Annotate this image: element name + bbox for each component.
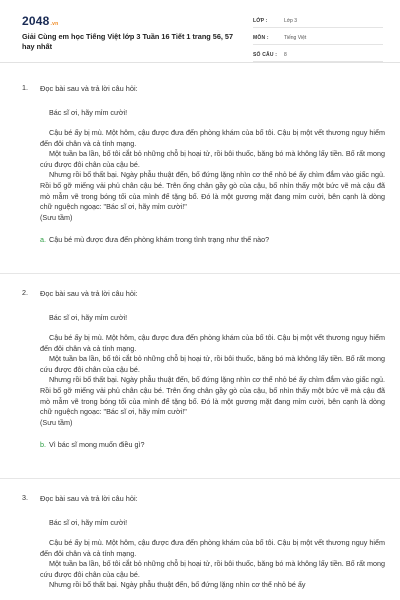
passage-text (40, 128, 385, 223)
meta-row-count (253, 48, 383, 62)
page-header (0, 0, 400, 63)
meta-key: MÔN : (253, 34, 269, 41)
passage-source: (Sưu tầm) (40, 417, 73, 427)
meta-row-class (253, 14, 383, 28)
question-number: 1. (22, 83, 28, 92)
passage-paragraph: Một tuần ba lần, bố tôi cắt bỏ những chỗ bị hoại tử, rồi bôi thuốc, băng bó mà không lấy tiền. Bố rất mong cứu được đôi chân của cậu bé. (40, 354, 385, 374)
passage-text (40, 333, 385, 428)
question-body (40, 83, 385, 245)
meta-key: SỐ CÂU : (253, 51, 278, 58)
passage-paragraph: Một tuần ba lần, bố tôi cắt bỏ những chỗ bị hoại tử, rồi bôi thuốc, băng bó mà không lấy tiền. Bố rất mong cứu được đôi chân của cậu bé. (40, 559, 385, 579)
logo-text: 2048 (22, 14, 50, 28)
page-title: Giải Cùng em học Tiếng Việt lớp 3 Tuần 16 Tiết 1 trang 56, 57 hay nhất (22, 32, 234, 51)
sub-question[interactable] (40, 439, 385, 450)
sub-question-text: Cậu bé mù được đưa đến phòng khám trong tình trạng như thế nào? (49, 235, 270, 245)
meta-row-subject (253, 31, 383, 45)
question-prompt: Đọc bài sau và trả lời câu hỏi: (40, 289, 138, 298)
passage-source: (Sưu tầm) (40, 212, 73, 222)
meta-value: Lớp 3 (284, 17, 298, 24)
logo-suffix: .vn (50, 21, 59, 27)
question-prompt: Đọc bài sau và trả lời câu hỏi: (40, 494, 138, 503)
passage-paragraph: Cậu bé ấy bị mù. Một hôm, cậu được đưa đến phòng khám của bố tôi. Cậu bị một vết thương nguy hiểm đến đôi chân và cả tính mạng. (40, 128, 385, 148)
passage-title: Bác sĩ ơi, hãy mỉm cười! (49, 313, 128, 322)
question-body (40, 288, 385, 450)
meta-key: LỚP : (253, 17, 268, 24)
meta-panel (253, 14, 383, 65)
divider (0, 478, 400, 479)
passage-paragraph: Nhưng rồi bố thất bại. Ngày phẫu thuật đến, bố đứng lặng nhìn cơ thể nhỏ bé ấy (49, 580, 306, 590)
meta-value: Tiếng Việt (284, 34, 307, 41)
passage-paragraph: Một tuần ba lần, bố tôi cắt bỏ những chỗ bị hoại tử, rồi bôi thuốc, băng bó mà không lấy tiền. Bố rất mong cứu được đôi chân của cậu bé. (40, 149, 385, 169)
passage-text (40, 538, 385, 591)
sub-question-text: Vì bác sĩ mong muốn điều gì? (49, 440, 145, 450)
question-number: 3. (22, 493, 28, 502)
passage-paragraph: Cậu bé ấy bị mù. Một hôm, cậu được đưa đến phòng khám của bố tôi. Cậu bị một vết thương nguy hiểm đến đôi chân và cả tính mạng. (40, 333, 385, 353)
sub-question-label: a. (40, 235, 46, 245)
site-logo[interactable] (22, 14, 58, 28)
meta-value: 8 (284, 51, 287, 58)
passage-paragraph: Nhưng rồi bố thất bại. Ngày phẫu thuật đến, bố đứng lặng nhìn cơ thể nhỏ bé ấy chìm đắm vào giấc ngủ. Rồi bố gỡ miếng vải phủ chân cậu bé. Trên ống chân gầy gò của cậu, bố nhìn thấy một bức vẽ mà cậu đã mò mẫm vẽ trong bóng tối của mình để tặng bố. Đó là một gương mặt đang mỉm cười, bên cạnh là dòng chữ nguệch ngoạc: "Bác sĩ ơi, hãy mỉm cười!" (40, 170, 385, 212)
question-number: 2. (22, 288, 28, 297)
question-body (40, 493, 385, 591)
question-prompt: Đọc bài sau và trả lời câu hỏi: (40, 84, 138, 93)
divider (0, 273, 400, 274)
passage-paragraph: Cậu bé ấy bị mù. Một hôm, cậu được đưa đến phòng khám của bố tôi. Cậu bị một vết thương nguy hiểm đến đôi chân và cả tính mạng. (40, 538, 385, 558)
passage-paragraph: Nhưng rồi bố thất bại. Ngày phẫu thuật đến, bố đứng lặng nhìn cơ thể nhỏ bé ấy chìm đắm vào giấc ngủ. Rồi bố gỡ miếng vải phủ chân cậu bé. Trên ống chân gầy gò của cậu, bố nhìn thấy một bức vẽ mà cậu đã mò mẫm vẽ trong bóng tối của mình để tặng bố. Đó là một gương mặt đang mỉm cười, bên cạnh là dòng chữ nguệch ngoạc: "Bác sĩ ơi, hãy mỉm cười!" (40, 375, 385, 417)
sub-question-label: b. (40, 440, 46, 450)
passage-title: Bác sĩ ơi, hãy mỉm cười! (49, 108, 128, 117)
passage-title: Bác sĩ ơi, hãy mỉm cười! (49, 518, 128, 527)
sub-question[interactable] (40, 234, 385, 245)
